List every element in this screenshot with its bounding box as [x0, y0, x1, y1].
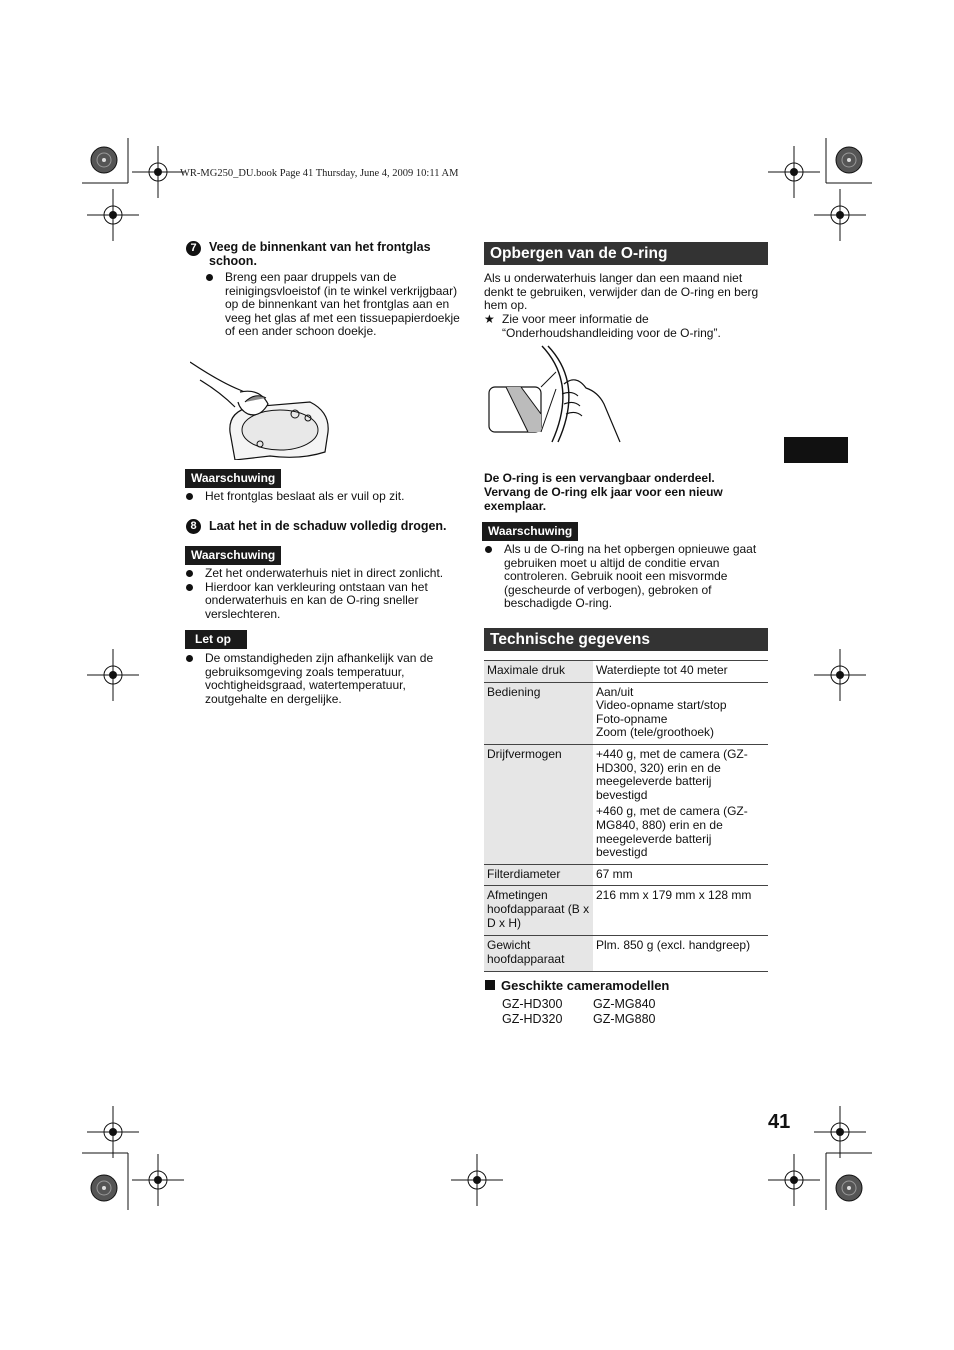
side-tab [784, 437, 848, 463]
models-list [502, 997, 684, 1027]
step-8-number: 8 [186, 519, 201, 534]
spec-value [593, 744, 768, 864]
table-row [484, 886, 768, 936]
spec-value: 216 mm x 179 mm x 128 mm [593, 886, 768, 936]
table-row [484, 744, 768, 864]
step-7-bullet: Breng een paar druppels van de reinigingsvloeistof (in te winkel verkrijgbaar) op de binnenkant van het frontglas aan en veeg het glas af met een tissuepapierdoekje of een ander schoon doekje. [205, 271, 467, 339]
warning-label-2: Waarschuwing [185, 546, 281, 565]
warning-3-item: Als u de O-ring na het opbergen opnieuwe gaat gebruiken moet u altijd de conditie ervan controleren. Gebruik nooit een misvormde (gescheurde of verbogen), gebroken of beschadigde O-ring. [484, 543, 766, 611]
spec-key: Afmetingen hoofdapparaat (B x D x H) [484, 886, 593, 936]
star-mark: ★ [484, 312, 495, 326]
list-item [502, 997, 684, 1012]
warning-1-item: Het frontglas beslaat als er vuil op zit. [185, 490, 465, 504]
spec-value [593, 682, 768, 744]
note-label: Let op [185, 630, 247, 649]
spec-key: Gewicht hoofdapparaat [484, 936, 593, 971]
spec-key: Bediening [484, 682, 593, 744]
spec-value: Plm. 850 g (excl. handgreep) [593, 936, 768, 971]
oring-illustration [486, 344, 626, 444]
spec-value-line: +460 g, met de camera (GZ-MG840, 880) erin en de meegeleverde batterij bevestigd [596, 804, 748, 860]
step-7-number: 7 [186, 241, 201, 256]
spec-value: Waterdiepte tot 40 meter [593, 661, 768, 683]
spec-value-line: Foto-opname [596, 711, 668, 726]
table-row [484, 936, 768, 971]
spec-key: Filterdiameter [484, 864, 593, 886]
warning-label-1: Waarschuwing [185, 469, 281, 488]
spec-value: 67 mm [593, 864, 768, 886]
spec-value-line: Zoom (tele/groothoek) [596, 725, 715, 740]
model-name: GZ-HD300 [502, 997, 563, 1011]
warning-2-item: Zet het onderwaterhuis niet in direct zonlicht. [185, 567, 467, 581]
oring-star-note: Zie voor meer informatie de “Onderhoudshandleiding voor de O-ring”. [502, 312, 721, 340]
section-title-specs: Technische gegevens [484, 628, 768, 651]
oring-replacement-note: De O-ring is een vervangbaar onderdeel. Vervang de O-ring elk jaar voor een nieuw exemplaar. [484, 471, 723, 513]
spec-value-line: Video-opname start/stop [596, 698, 727, 713]
table-row [484, 864, 768, 886]
step-8-title: Laat het in de schaduw volledig drogen. [209, 519, 447, 533]
note-list [185, 652, 457, 706]
print-header: WR-MG250_DU.book Page 41 Thursday, June 4, 2009 10:11 AM [180, 168, 459, 179]
table-row [484, 661, 768, 683]
page-number: 41 [768, 1111, 791, 1133]
list-item [502, 1012, 684, 1027]
model-name: GZ-MG840 [593, 997, 656, 1011]
step-7-title: Veeg de binnenkant van het frontglas schoon. [209, 240, 431, 268]
square-bullet-icon [485, 980, 495, 990]
warning-1-list [185, 490, 465, 504]
spec-key: Drijfvermogen [484, 744, 593, 864]
section-title-oring: Opbergen van de O-ring [484, 242, 768, 265]
wiping-glass-illustration [190, 352, 335, 460]
model-name: GZ-MG880 [593, 1012, 656, 1026]
spec-key: Maximale druk [484, 661, 593, 683]
spec-value-line: Aan/uit [596, 684, 634, 699]
model-name: GZ-HD320 [502, 1012, 563, 1026]
oring-paragraph: Als u onderwaterhuis langer dan een maand niet denkt te gebruiken, verwijder dan de O-ring en berg hem op. [484, 271, 759, 312]
specs-table [484, 660, 768, 972]
table-row [484, 682, 768, 744]
warning-3-list [484, 543, 766, 611]
models-title: Geschikte cameramodellen [501, 978, 670, 993]
warning-2-item: Hierdoor kan verkleuring ontstaan van het onderwaterhuis en kan de O-ring sneller verslechteren. [185, 581, 467, 622]
warning-label-3: Waarschuwing [482, 522, 578, 541]
spec-value-line: +440 g, met de camera (GZ-HD300, 320) erin en de meegeleverde batterij bevestigd [596, 746, 748, 802]
step-7-bullets [205, 271, 467, 339]
note-item: De omstandigheden zijn afhankelijk van de gebruiksomgeving zoals temperatuur, vochtigheidsgraad, watertemperatuur, zoutgehalte en dergelijke. [185, 652, 457, 706]
warning-2-list [185, 567, 467, 621]
models-heading [485, 978, 669, 993]
